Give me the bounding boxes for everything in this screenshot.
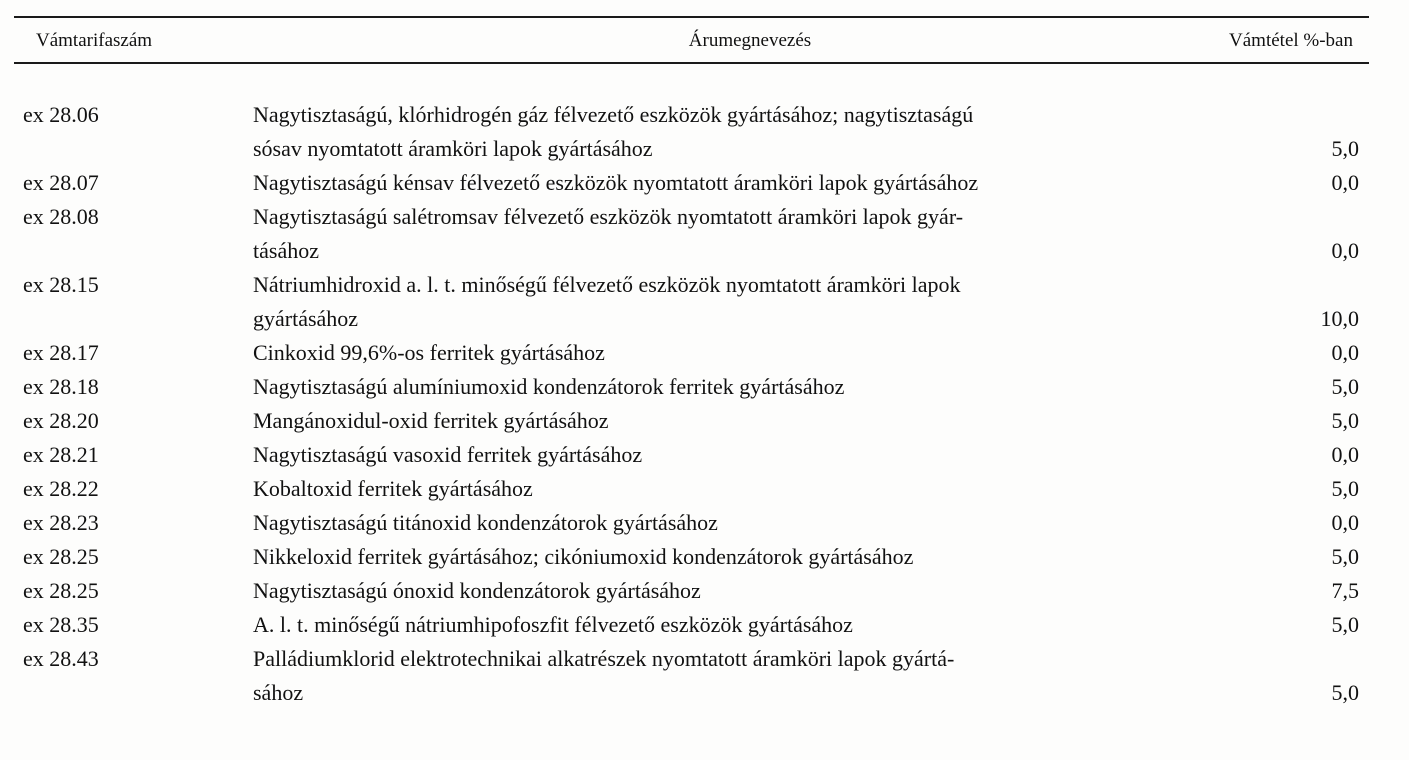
product-description	[253, 574, 1203, 608]
tariff-table-body	[0, 98, 1409, 710]
description-line: Nagytisztaságú alumíniumoxid kondenzátorok ferritek gyártásához	[253, 374, 845, 399]
duty-rate: 10,0	[1320, 306, 1359, 331]
duty-rate: 5,0	[1331, 408, 1359, 433]
table-row	[0, 540, 1409, 574]
description-line: Nátriumhidroxid a. l. t. minőségű félvezető eszközök nyomtatott áramköri lapok	[253, 272, 961, 297]
table-row	[0, 98, 1409, 166]
duty-rate: 0,0	[1331, 238, 1359, 263]
duty-rate: 0,0	[1331, 510, 1359, 535]
description-line: Mangánoxidul-oxid ferritek gyártásához	[253, 408, 609, 433]
product-description	[253, 608, 1203, 642]
product-description	[253, 336, 1203, 370]
duty-rate: 5,0	[1331, 136, 1359, 161]
description-line: Nagytisztaságú ónoxid kondenzátorok gyártásához	[253, 578, 701, 603]
description-line: sához	[253, 680, 304, 705]
table-row	[0, 438, 1409, 472]
product-description	[253, 404, 1203, 438]
column-header-description	[0, 29, 1290, 53]
table-row	[0, 574, 1409, 608]
table-row	[0, 642, 1409, 710]
product-description	[253, 438, 1203, 472]
description-line: Nikkeloxid ferritek gyártásához; cikóniumoxid kondenzátorok gyártásához	[253, 544, 914, 569]
table-top-rule	[14, 16, 1369, 18]
tariff-number: ex 28.21	[23, 442, 99, 467]
description-line: Palládiumklorid elektrotechnikai alkatrészek nyomtatott áramköri lapok gyártá-	[253, 646, 955, 671]
product-description	[253, 540, 1203, 574]
tariff-number: ex 28.22	[23, 476, 99, 501]
description-line: Nagytisztaságú vasoxid ferritek gyártásához	[253, 442, 643, 467]
description-line: tásához	[253, 238, 319, 263]
description-line: Nagytisztaságú salétromsav félvezető eszközök nyomtatott áramköri lapok gyár-	[253, 204, 964, 229]
duty-rate: 5,0	[1331, 544, 1359, 569]
column-header-duty-rate: Vámtétel %-ban	[1229, 30, 1353, 51]
duty-rate: 5,0	[1331, 612, 1359, 637]
tariff-number: ex 28.15	[23, 272, 99, 297]
duty-rate: 5,0	[1331, 374, 1359, 399]
table-row	[0, 336, 1409, 370]
tariff-number: ex 28.25	[23, 578, 99, 603]
description-line: Cinkoxid 99,6%-os ferritek gyártásához	[253, 340, 605, 365]
duty-rate: 7,5	[1331, 578, 1359, 603]
product-description	[253, 98, 1203, 166]
description-line: Nagytisztaságú kénsav félvezető eszközök nyomtatott áramköri lapok gyártásához	[253, 170, 979, 195]
product-description	[253, 200, 1203, 268]
duty-rate: 0,0	[1331, 340, 1359, 365]
table-row	[0, 200, 1409, 268]
table-row	[0, 166, 1409, 200]
table-row	[0, 370, 1409, 404]
product-description	[253, 166, 1203, 200]
tariff-number: ex 28.43	[23, 646, 99, 671]
tariff-number: ex 28.07	[23, 170, 99, 195]
tariff-number: ex 28.25	[23, 544, 99, 569]
duty-rate: 5,0	[1331, 680, 1359, 705]
description-line: Kobaltoxid ferritek gyártásához	[253, 476, 533, 501]
description-line: Nagytisztaságú, klórhidrogén gáz félvezető eszközök gyártásához; nagytisztaságú	[253, 102, 974, 127]
table-row	[0, 608, 1409, 642]
table-row	[0, 268, 1409, 336]
table-row	[0, 472, 1409, 506]
description-line: sósav nyomtatott áramköri lapok gyártásához	[253, 136, 653, 161]
duty-rate: 0,0	[1331, 170, 1359, 195]
product-description	[253, 642, 1203, 710]
duty-rate: 5,0	[1331, 476, 1359, 501]
tariff-number: ex 28.06	[23, 102, 99, 127]
tariff-number: ex 28.18	[23, 374, 99, 399]
column-header-description-label: Árumegnevezés	[688, 30, 812, 51]
tariff-number: ex 28.23	[23, 510, 99, 535]
product-description	[253, 370, 1203, 404]
description-line: Nagytisztaságú titánoxid kondenzátorok gyártásához	[253, 510, 718, 535]
duty-rate: 0,0	[1331, 442, 1359, 467]
tariff-number: ex 28.17	[23, 340, 99, 365]
product-description	[253, 268, 1203, 336]
table-row	[0, 404, 1409, 438]
description-line: A. l. t. minőségű nátriumhipofoszfit félvezető eszközök gyártásához	[253, 612, 853, 637]
tariff-number: ex 28.35	[23, 612, 99, 637]
tariff-number: ex 28.20	[23, 408, 99, 433]
header-bottom-rule	[14, 62, 1369, 64]
table-row	[0, 506, 1409, 540]
product-description	[253, 472, 1203, 506]
description-line: gyártásához	[253, 306, 359, 331]
tariff-number: ex 28.08	[23, 204, 99, 229]
product-description	[253, 506, 1203, 540]
column-header-tariff-number: Vámtarifaszám	[36, 30, 153, 51]
